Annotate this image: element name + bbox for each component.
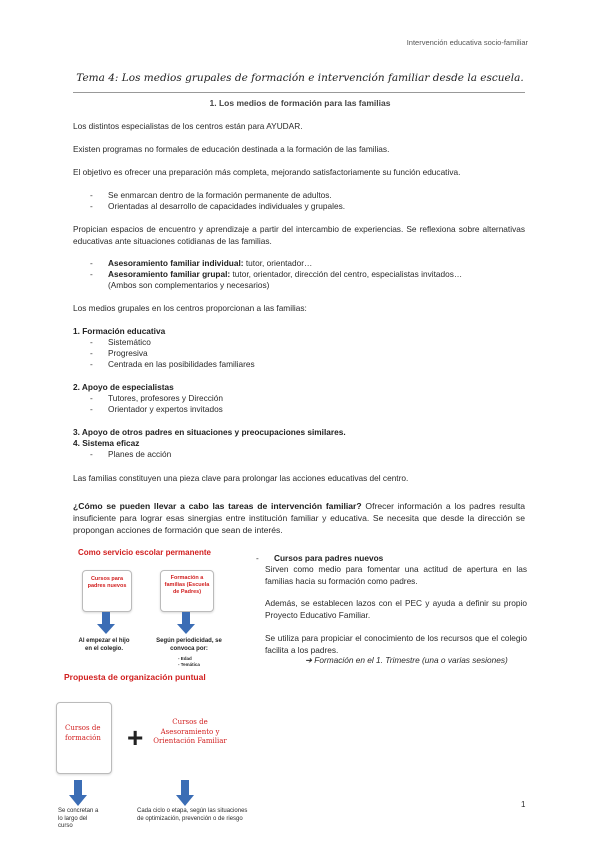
- paragraph: Los distintos especialistas de los centros están para AYUDAR.: [73, 121, 303, 131]
- paragraph: El objetivo es ofrecer una preparación más completa, mejorando satisfactoriamente su función educativa.: [73, 167, 461, 177]
- right-heading: - Cursos para padres nuevos: [256, 553, 384, 563]
- numbered-heading: 1. Formación educativa: [73, 326, 166, 336]
- plus-sign: +: [127, 722, 144, 753]
- list-item: - Orientador y expertos invitados: [90, 404, 223, 414]
- right-paragraph: Además, se establecen lazos con el PEC y ayuda a definir su propio Proyecto Educativo Familiar.: [265, 598, 527, 620]
- page-number: 1: [521, 800, 526, 809]
- right-paragraph: Se utiliza para propiciar el conocimiento de los recursos que el colegio facilita a los padres.: [265, 633, 527, 655]
- list-item: - Asesoramiento familiar individual: tutor, orientador…: [90, 258, 313, 268]
- right-arrow-text: ➔ Formación en el 1. Trimestre (una o varias sesiones): [305, 655, 508, 665]
- numbered-heading: 2. Apoyo de especialistas: [73, 382, 174, 392]
- caption-periodicidad: Según periodicidad, se convoca por:: [156, 638, 222, 652]
- paragraph: Los medios grupales en los centros proporcionan a las familias:: [73, 303, 307, 313]
- box-cursos-padres: Cursos para padres nuevos: [82, 570, 132, 612]
- running-header: Intervención educativa socio-familiar: [406, 38, 528, 47]
- list-item: - Orientadas al desarrollo de capacidades individuales y grupales.: [90, 201, 346, 211]
- down-arrow-icon: [176, 612, 196, 634]
- caption-ciclo: Cada ciclo o etapa, según las situaciones de optimización, prevención o de riesgo: [137, 808, 248, 822]
- list-item: - Se enmarcan dentro de la formación permanente de adultos.: [90, 190, 332, 200]
- caption-empezar: Al empezar el hijo en el colegio.: [78, 638, 130, 652]
- down-arrow-icon: [68, 780, 88, 806]
- list-item: - Centrada en las posibilidades familiares: [90, 359, 255, 369]
- page-title: Tema 4: Los medios grupales de formación e intervención familiar desde la escuela.: [76, 72, 524, 84]
- paragraph: Existen programas no formales de educación destinada a la formación de las familias.: [73, 144, 390, 154]
- right-paragraph: Sirven como medio para fomentar una actitud de apertura en las familias hacia su formación como padres.: [265, 564, 527, 586]
- list-item: - Tutores, profesores y Dirección: [90, 393, 223, 403]
- section-heading: 1. Los medios de formación para las familias: [209, 98, 391, 108]
- diagram-label-puntual: Propuesta de organización puntual: [64, 672, 206, 682]
- box-asesoramiento: Cursos de Asesoramiento y Orientación Familiar: [153, 718, 227, 745]
- caption-tematica: - Temática: [178, 662, 200, 667]
- down-arrow-icon: [175, 780, 195, 806]
- paragraph: Las familias constituyen una pieza clave para prolongar las acciones educativas del centro.: [73, 473, 409, 483]
- title-rule: [73, 92, 525, 93]
- box-cursos-formacion: Cursos de formación: [56, 702, 112, 774]
- list-note: (Ambos son complementarios y necesarios): [108, 280, 270, 290]
- down-arrow-icon: [96, 612, 116, 634]
- question-paragraph: ¿Cómo se pueden llevar a cabo las tareas de intervención familiar? Ofrecer información a los padres resulta insuficiente para lograr esas sinergias entre institución familiar y educativa. Se necesita que desde la dirección se propongan acciones de formación que sean de interés.: [73, 501, 525, 535]
- list-item: - Progresiva: [90, 348, 148, 358]
- list-item: - Sistemático: [90, 337, 151, 347]
- numbered-heading: 4. Sistema eficaz: [73, 438, 140, 448]
- numbered-heading: 3. Apoyo de otros padres en situaciones y preocupaciones similares.: [73, 427, 346, 437]
- caption-edad: - Edad: [178, 656, 192, 661]
- list-item: - Planes de acción: [90, 449, 172, 459]
- caption-concretan: Se concretan a lo largo del curso: [58, 808, 99, 829]
- list-item: - Asesoramiento familiar grupal: tutor, orientador, dirección del centro, especialistas invitados…: [90, 269, 463, 279]
- box-formacion-familias: Formación a familias (Escuela de Padres): [160, 570, 214, 612]
- diagram-label-permanent: Como servicio escolar permanente: [78, 548, 211, 557]
- paragraph: Propician espacios de encuentro y aprendizaje a partir del intercambio de experiencias. Se reflexiona sobre alternativas educativas ante situaciones cotidianas de las familias.: [73, 224, 525, 246]
